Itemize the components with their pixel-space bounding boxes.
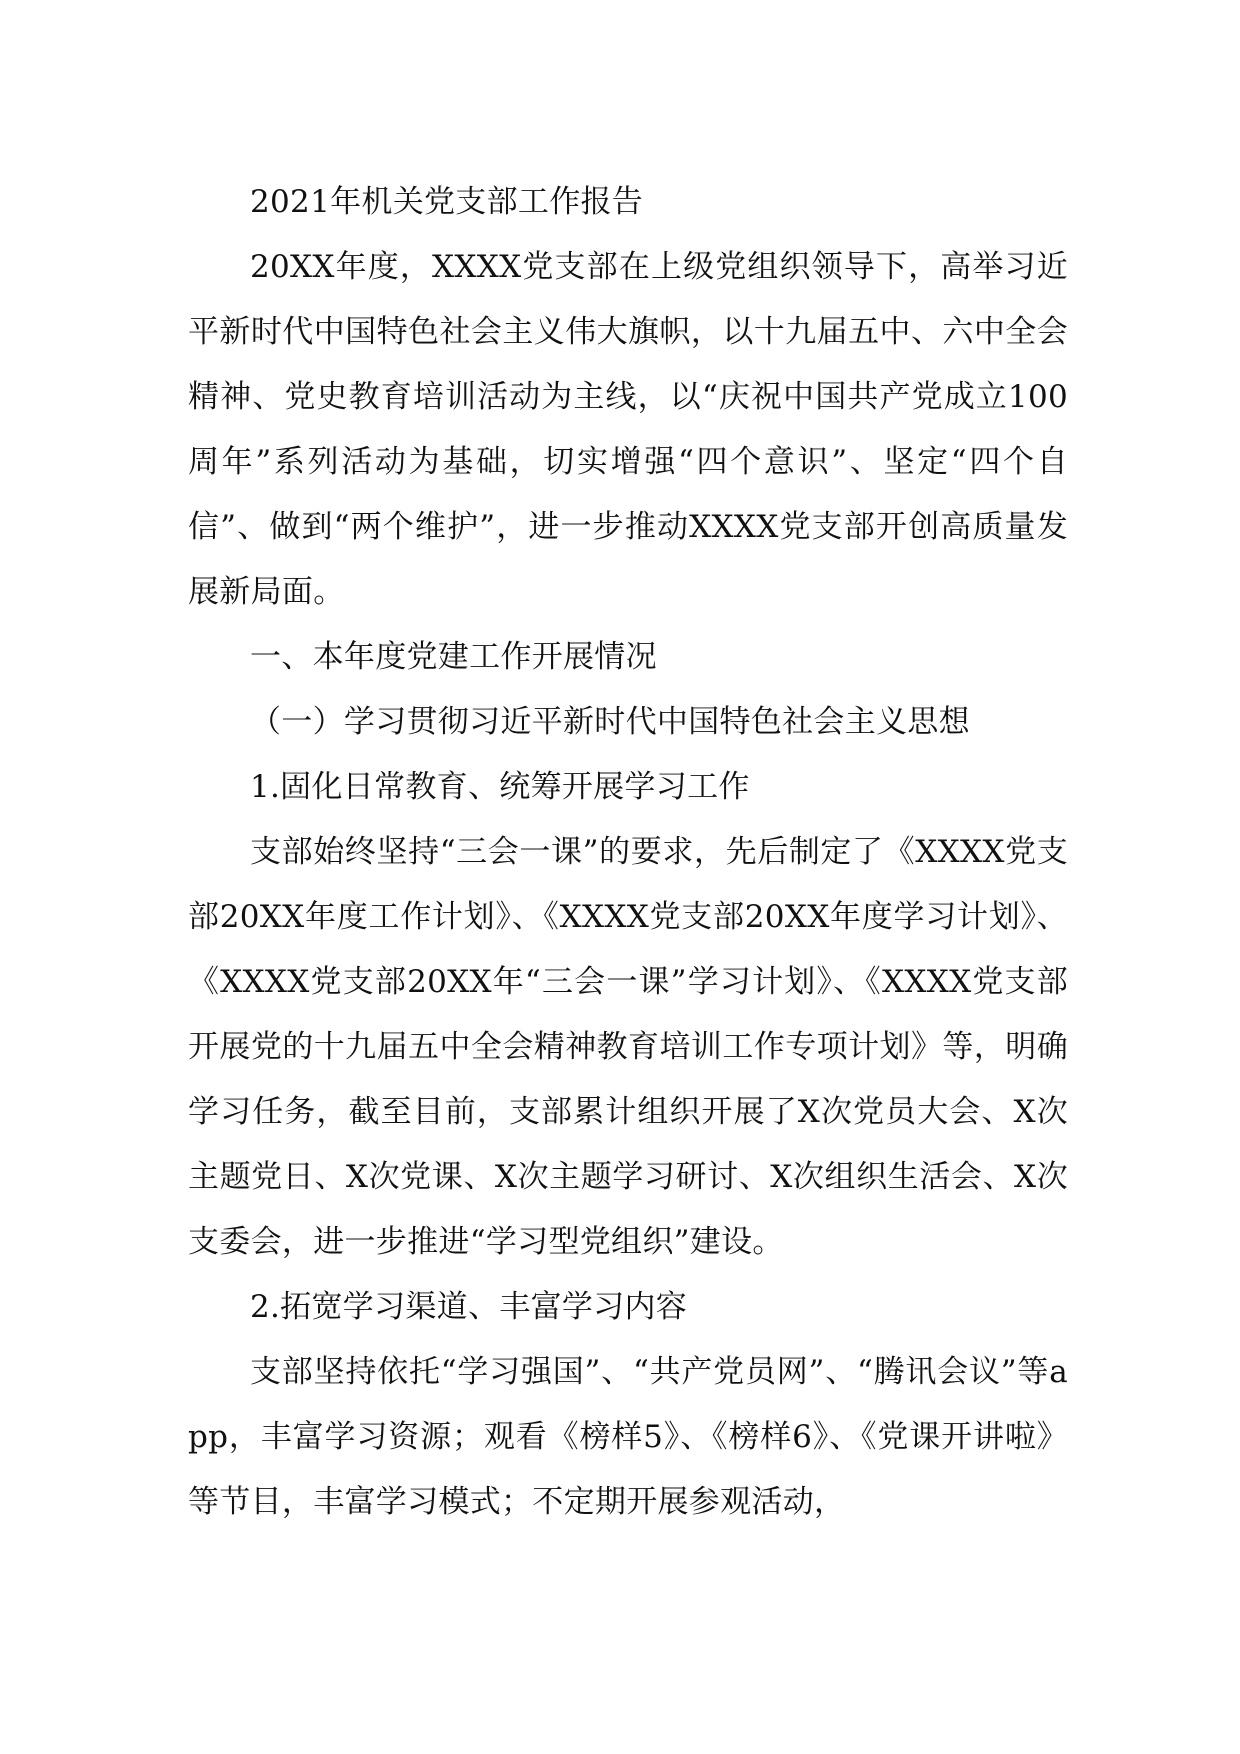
document-body: [188, 170, 1068, 1535]
document-title: 2021年机关党支部工作报告: [250, 184, 644, 220]
item-paragraph-1: 支部始终坚持“三会一课”的要求，先后制定了《XXXX党支部20XX年度工作计划》、《XXXX党支部20XX年度学习计划》、《XXXX党支部20XX年“三会一课”学习计划》、《XXXX党支部开展党的十九届五中全会精神教育培训工作专项计划》等，明确学习任务，截至目前，支部累计组织开展了X次党员大会、X次主题党日、X次党课、X次主题学习研讨、X次组织生活会、X次支委会，进一步推进“学习型党组织”建设。: [188, 834, 1068, 1260]
item-heading-2: 2.拓宽学习渠道、丰富学习内容: [250, 1289, 688, 1325]
section-heading: 一、本年度党建工作开展情况: [250, 639, 657, 675]
subsection-heading: （一）学习贯彻习近平新时代中国特色社会主义思想: [250, 704, 970, 740]
item-paragraph-2: 支部坚持依托“学习强国”、“共产党员网”、“腾讯会议”等app，丰富学习资源；观看《榜样5》、《榜样6》、《党课开讲啦》等节目，丰富学习模式；不定期开展参观活动，: [188, 1354, 1068, 1520]
item-heading-1: 1.固化日常教育、统筹开展学习工作: [250, 769, 750, 805]
intro-paragraph: 20XX年度，XXXX党支部在上级党组织领导下，高举习近平新时代中国特色社会主义伟大旗帜，以十九届五中、六中全会精神、党史教育培训活动为主线，以“庆祝中国共产党成立100周年”系列活动为基础，切实增强“四个意识”、坚定“四个自信”、做到“两个维护”，进一步推动XXXX党支部开创高质量发展新局面。: [188, 249, 1068, 610]
